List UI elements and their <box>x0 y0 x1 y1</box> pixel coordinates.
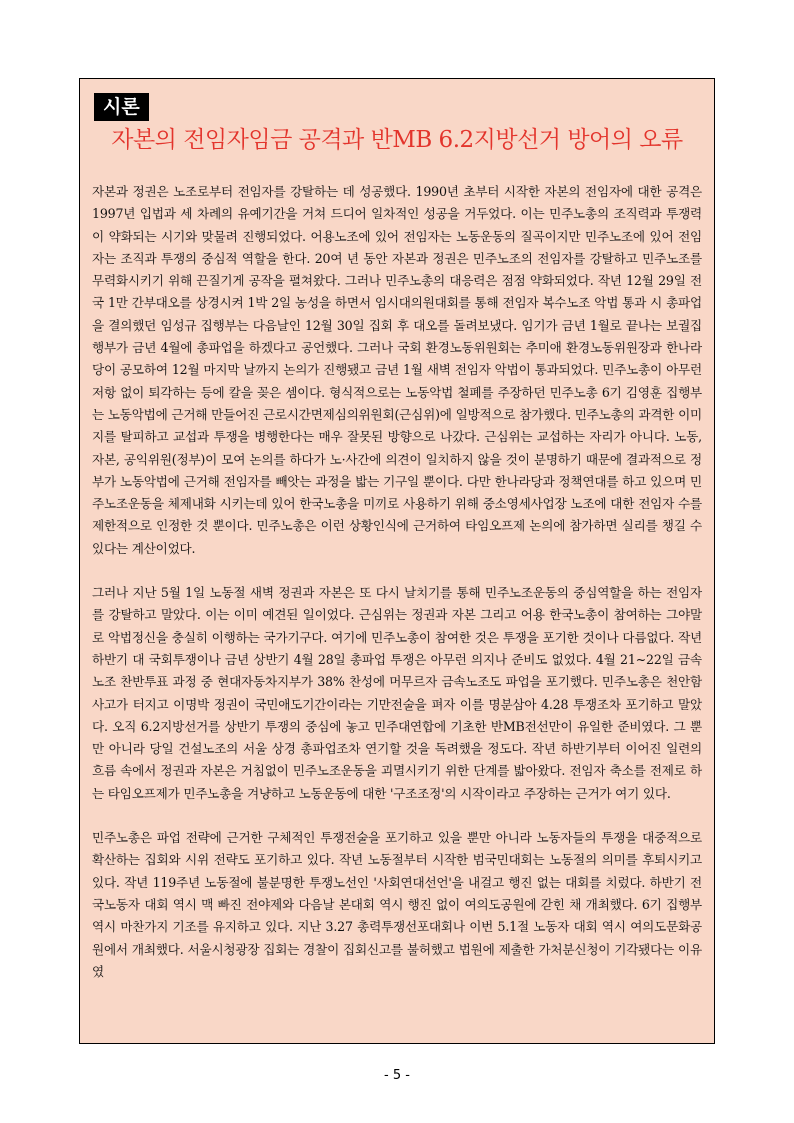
paragraph-1: 자본과 정권은 노조로부터 전임자를 강탈하는 데 성공했다. 1990년 초부터 시작한 자본의 전임자에 대한 공격은 1997년 입법과 세 차례의 유예기간을 거쳐 드디어 일차적인 성공을 거두었다. 이는 민주노총의 조직력과 투쟁력이 약화되는 시기와 맞물려 진행되었다. 어용노조에 있어 전임자는 노동운동의 질곡이지만 민주노조에 있어 전임자는 조직과 투쟁의 중심적 역할을 한다. 20여 년 동안 자본과 정권은 민주노조의 전임자를 강탈하고 민주노조를 무력화시키기 위해 끈질기게 공작을 펼쳐왔다. 그러나 민주노총의 대응력은 점점 약화되었다. 작년 12월 29일 전국 1만 간부대오를 상경시켜 1박 2일 농성을 하면서 임시대의원대회를 통해 전임자 복수노조 악법 통과 시 총파업을 결의했던 임성규 집행부는 다음날인 12월 30일 집회 후 대오를 돌려보냈다. 임기가 금년 1월로 끝나는 보궐집행부가 금년 4월에 총파업을 하겠다고 공언했다. 그러나 국회 환경노동위원회는 추미애 환경노동위원장과 한나라당이 공모하여 12월 마지막 날까지 논의가 진행됐고 금년 1월 새벽 전임자 악법이 통과되었다. 민주노총이 아무런 저항 없이 퇴각하는 등에 칼을 꽂은 셈이다. 형식적으로는 노동악법 철폐를 주장하던 민주노총 6기 김영훈 집행부는 노동악법에 근거해 만들어진 근로시간면제심의위원회(근심위)에 일방적으로 참가했다. 민주노총의 과격한 이미지를 탈피하고 교섭과 투쟁을 병행한다는 매우 잘못된 방향으로 나갔다. 근심위는 교섭하는 자리가 아니다. 노동, 자본, 공익위원(정부)이 모여 논의를 하다가 노·사간에 의견이 일치하지 않을 것이 분명하기 때문에 결과적으로 정부가 노동악법에 근거해 전임자를 빼앗는 과정을 밟는 기구일 뿐이다. 다만 한나라당과 정책연대를 하고 있으며 민주노조운동을 체제내화 시키는데 있어 한국노총을 미끼로 사용하기 위해 중소영세사업장 노조에 대한 전임자 수를 제한적으로 인정한 것 뿐이다. 민주노총은 이런 상황인식에 근거하여 타임오프제 논의에 참가하면 실리를 챙길 수 있다는 계산이었다. <box>92 184 702 556</box>
article-title: 자본의 전임자임금 공격과 반MB 6.2지방선거 방어의 오류 <box>111 127 683 153</box>
section-label: 시론 <box>94 93 149 121</box>
page-number: - 5 - <box>384 1068 410 1083</box>
article-box <box>79 78 715 1044</box>
article-body <box>92 181 702 1005</box>
paragraph-3: 민주노총은 파업 전략에 근거한 구체적인 투쟁전술을 포기하고 있을 뿐만 아니라 노동자들의 투쟁을 대중적으로 확산하는 집회와 시위 전략도 포기하고 있다. 작년 노동절부터 시작한 범국민대회는 노동절의 의미를 후퇴시키고 있다. 작년 119주년 노동절에 불분명한 투쟁노선인 '사회연대선언'을 내걸고 행진 없는 대회를 치렀다. 하반기 전국노동자 대회 역시 맥 빠진 전야제와 다음날 본대회 역시 행진 없이 여의도공원에 갇힌 채 개최했다. 6기 집행부 역시 마찬가지 기조를 유지하고 있다. 지난 3.27 총력투쟁선포대회나 이번 5.1절 노동자 대회 역시 여의도문화공원에서 개최했다. 서울시청광장 집회는 경찰이 집회신고를 불허했고 법원에 제출한 가처분신청이 기각됐다는 이유였 <box>92 830 702 979</box>
paragraph-2: 그러나 지난 5월 1일 노동절 새벽 정권과 자본은 또 다시 날치기를 통해 민주노조운동의 중심역할을 하는 전임자를 강탈하고 말았다. 이는 이미 예견된 일이었다. 근심위는 정권과 자본 그리고 어용 한국노총이 참여하는 그야말로 악법정신을 충실히 이행하는 국가기구다. 여기에 민주노총이 참여한 것은 투쟁을 포기한 것이나 다름없다. 작년 하반기 대 국회투쟁이나 금년 상반기 4월 28일 총파업 투쟁은 아무런 의지나 준비도 없었다. 4월 21~22일 금속노조 찬반투표 과정 중 현대자동차지부가 38% 찬성에 머무르자 금속노조도 파업을 포기했다. 민주노총은 천안함 사고가 터지고 이명박 정권이 국민애도기간이라는 기만전술을 펴자 이를 명분삼아 4.28 투쟁조차 포기하고 말았다. 오직 6.2지방선거를 상반기 투쟁의 중심에 놓고 민주대연합에 기초한 반MB전선만이 유일한 준비였다. 그 뿐만 아니라 당일 건설노조의 서울 상경 총파업조차 연기할 것을 독려했을 정도다. 작년 하반기부터 이어진 일련의 흐름 속에서 정권과 자본은 거침없이 민주노조운동을 괴멸시키기 위한 단계를 밟아왔다. 전임자 축소를 전제로 하는 타임오프제가 민주노총을 겨냥하고 노동운동에 대한 '구조조정'의 시작이라고 주장하는 근거가 여기 있다. <box>92 585 702 801</box>
